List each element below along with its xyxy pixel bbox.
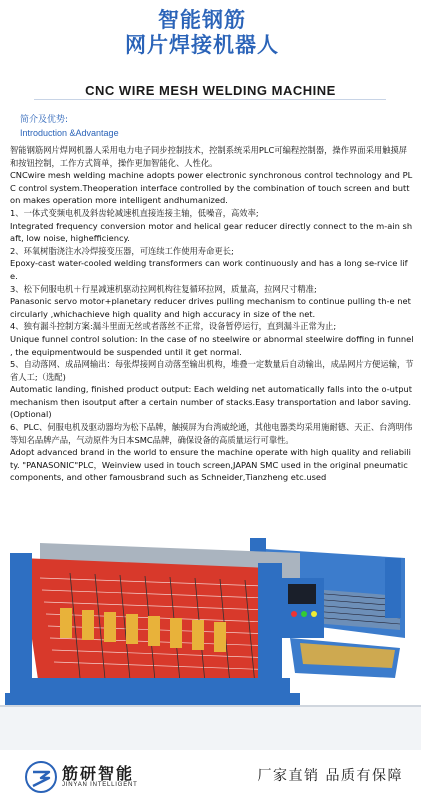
feature-2-en: Epoxy-cast water-cooled welding transformers can work continuously and has a long se-rvice life. — [10, 258, 408, 281]
brand-name: 筋研智能 — [62, 764, 135, 783]
brand-name-en: JINYAN INTELLIGENT — [62, 782, 138, 788]
description-body — [10, 144, 414, 484]
control-panel — [282, 578, 324, 638]
slogan: 厂家直销 品质有保障 — [257, 768, 403, 784]
intro-heading — [20, 114, 119, 139]
brand-logo-icon — [24, 760, 58, 794]
title-divider — [34, 99, 386, 100]
machine-photo — [0, 518, 421, 750]
welding-table — [20, 558, 280, 693]
title-zh-line1: 智能钢筋 — [158, 8, 246, 32]
feature-1-en: Integrated frequency conversion motor and helical gear reducer directly connect to the m-ain shaft, low noise, highefficiency. — [10, 220, 413, 244]
feature-5-en: Automatic landing, finished product output: Each welding net automatically falls into the o-utput mechanism then isoutput after a certain number of stacks.Easy transportation and labor saving.(Optional) — [10, 384, 412, 420]
feature-5-zh: 5、自动落网、成品网输出：每张焊接网自动落至输出机构，堆叠一定数量后自动输出，成品网片方便运输，节省人工;（选配) — [10, 359, 414, 382]
feature-2-zh: 2、环氧树脂浇注水冷焊接变压器，可连续工作使用寿命更长; — [10, 245, 234, 256]
footer — [0, 752, 421, 800]
paragraph-intro-en: CNCwire mesh welding machine adopts power electronic synchronous control technology and PLC control system.Theoperation interface controlled by the combination of touch screen and button makes operation more intelligent andhumanized. — [10, 170, 413, 206]
welding-machine-illustration — [0, 518, 421, 750]
page-title — [52, 8, 352, 58]
intro-heading-zh: 简介及优势: — [20, 115, 69, 125]
feature-1-zh: 1、一体式变频电机及斜齿轮减速机直接连接主轴，低噪音，高效率; — [10, 207, 259, 218]
paragraph-intro-zh: 智能钢筋网片焊网机器人采用电力电子同步控制技术，控制系统采用PLC可编程控制器，操作界面采用触摸屏和按钮控制，工作方式简单，操作更加智能化、人性化。 — [10, 145, 408, 168]
title-en: CNC WIRE MESH WELDING MACHINE — [85, 83, 336, 98]
feature-4-zh: 4、独有漏斗控制方案:漏斗里面无丝或者落丝不正常，设备暂停运行，直到漏斗正常为止; — [10, 321, 337, 332]
feature-3-zh: 3、松下伺服电机＋行星减速机驱动拉网机构往复循环拉网，质量高，拉网尺寸精准; — [10, 283, 317, 294]
lower-conveyor — [290, 638, 400, 678]
feature-4-en: Unique funnel control solution: In the case of no steelwire or abnormal steelwire doffing in funnel , the equipmentwould be suspended until it get normal. — [10, 333, 414, 357]
feature-6-zh: 6、PLC、伺服电机及驱动器均为松下品牌，触摸屏为台湾威纶通，其他电器类均采用施耐德、天正、台湾明伟等知名品牌产品，气动原件为日本SMC品牌，确保设备的高质量运行可靠性。 — [10, 422, 413, 445]
title-zh-line2: 网片焊接机器人 — [125, 33, 279, 57]
feature-6-en: Adopt advanced brand in the world to ensure the machine operate with high quality and reliability. "PANASONIC"PLC，Weinview used in touch screen,JAPAN SMC used in the original pneumatic components, and other famousbrand such as Schneider,Tianzheng etc.used — [10, 447, 411, 483]
header — [0, 0, 421, 108]
intro-heading-en: Introduction &Advantage — [20, 128, 119, 138]
feature-3-en: Panasonic servo motor+planetary reducer drives pulling mechanism to continue pulling th-e net circularly ,whichachieve high quality and high accuracy in size of the net. — [10, 296, 411, 319]
